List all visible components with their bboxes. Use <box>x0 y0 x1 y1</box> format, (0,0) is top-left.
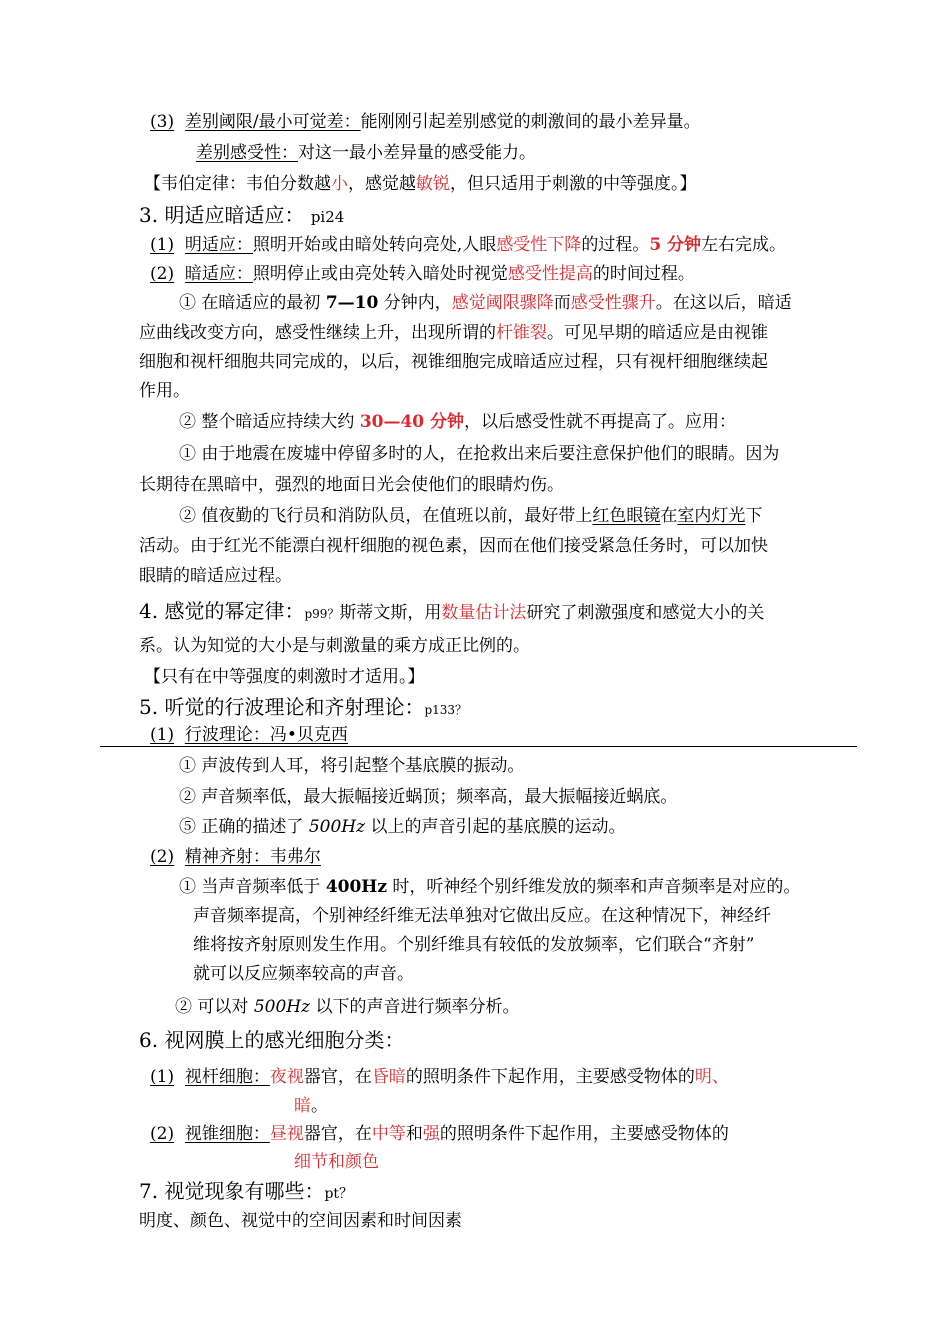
heading-power-law: 4. 感觉的幂定律：p99？斯蒂文斯，用数量估计法研究了刺激强度和感觉大小的关 <box>139 599 765 623</box>
rod-cells-line2: 暗。 <box>294 1096 328 1116</box>
traveling-wave-point1: ① 声波传到人耳，将引起整个基底膜的振动。 <box>179 756 525 776</box>
section-divider <box>100 746 857 747</box>
dark-adapt-para1-line1: ① 在暗适应的最初 7—10 分钟内，感觉阈限骤降而感受性骤升。在这以后，暗适 <box>179 293 792 313</box>
light-adaptation-line: (1) 明适应：照明开始或由暗处转向亮处,人眼感受性下降的过程。5 分钟左右完成。 <box>150 235 787 255</box>
application2-line3: 眼睛的暗适应过程。 <box>139 566 292 586</box>
traveling-wave-point2: ② 声音频率低，最大振幅接近蜗顶；频率高，最大振幅接近蜗底。 <box>179 787 678 807</box>
volley-theory: (2) 精神齐射：韦弗尔 <box>150 847 321 867</box>
cone-cells-line1: (2) 视锥细胞：昼视器官，在中等和强的照明条件下起作用，主要感受物体的 <box>150 1124 729 1144</box>
traveling-wave-point3: ⑤ 正确的描述了 500Hz 以上的声音引起的基底膜的运动。 <box>179 817 626 837</box>
application2-line2: 活动。由于红光不能漂白视杆细胞的视色素，因而在他们接受紧急任务时，可以加快 <box>139 536 768 556</box>
weber-law-note: 【韦伯定律：韦伯分数越小，感觉越敏锐，但只适用于刺激的中等强度。】 <box>144 174 697 194</box>
volley-point1-line2: 声音频率提高，个别神经纤维无法单独对它做出反应。在这种情况下，神经纤 <box>193 906 771 926</box>
power-law-line2: 系。认为知觉的大小是与刺激量的乘方成正比例的。 <box>139 636 530 656</box>
heading-hearing-theories: 5. 听觉的行波理论和齐射理论：p133？ <box>139 695 468 719</box>
cone-cells-line2: 细节和颜色 <box>294 1152 379 1172</box>
volley-point1-line1: ① 当声音频率低于 400Hz 时，听神经个别纤维发放的频率和声音频率是对应的。 <box>179 877 801 897</box>
heading-photoreceptors: 6. 视网膜上的感光细胞分类： <box>139 1028 405 1052</box>
volley-point1-line4: 就可以反应频率较高的声音。 <box>193 964 414 984</box>
dark-adaptation-line: (2) 暗适应：照明停止或由亮处转入暗处时视觉感受性提高的时间过程。 <box>150 264 695 284</box>
dark-adapt-duration: ② 整个暗适应持续大约 30—40 分钟，以后感受性就不再提高了。应用： <box>179 412 737 432</box>
diff-threshold-line: (3) 差别阈限/最小可觉差：能刚刚引起差别感觉的刺激间的最小差异量。 <box>150 112 701 132</box>
heading-visual-phenomena: 7. 视觉现象有哪些：pt？ <box>139 1179 354 1203</box>
visual-phenomena-list: 明度、颜色、视觉中的空间因素和时间因素 <box>139 1211 462 1231</box>
application2-line1: ② 值夜勤的飞行员和消防队员，在值班以前，最好带上红色眼镜在室内灯光下 <box>179 506 763 526</box>
volley-point2: ② 可以对 500Hz 以下的声音进行频率分析。 <box>175 997 520 1017</box>
traveling-wave-theory: (1) 行波理论：冯•贝克西 <box>150 725 348 745</box>
application1-line2: 长期待在黑暗中，强烈的地面日光会使他们的眼睛灼伤。 <box>139 475 564 495</box>
heading-light-dark-adaptation: 3. 明适应暗适应： pi24 <box>139 203 345 227</box>
rod-cells-line1: (1) 视杆细胞：夜视器官，在昏暗的照明条件下起作用，主要感受物体的明、 <box>150 1067 729 1087</box>
diff-sensitivity-line: 差别感受性：对这一最小差异量的感受能力。 <box>196 143 536 163</box>
dark-adapt-para1-line4: 作用。 <box>139 381 190 401</box>
volley-point1-line3: 维将按齐射原则发生作用。个别纤维具有较低的发放频率，它们联合“齐射” <box>193 935 755 955</box>
power-law-note: 【只有在中等强度的刺激时才适用。】 <box>144 667 425 687</box>
application1-line1: ① 由于地震在废墟中停留多时的人，在抢救出来后要注意保护他们的眼睛。因为 <box>179 444 780 464</box>
dark-adapt-para1-line3: 细胞和视杆细胞共同完成的，以后，视锥细胞完成暗适应过程，只有视杆细胞继续起 <box>139 352 768 372</box>
dark-adapt-para1-line2: 应曲线改变方向，感受性继续上升，出现所谓的杆锥裂。可见早期的暗适应是由视锥 <box>139 323 768 343</box>
